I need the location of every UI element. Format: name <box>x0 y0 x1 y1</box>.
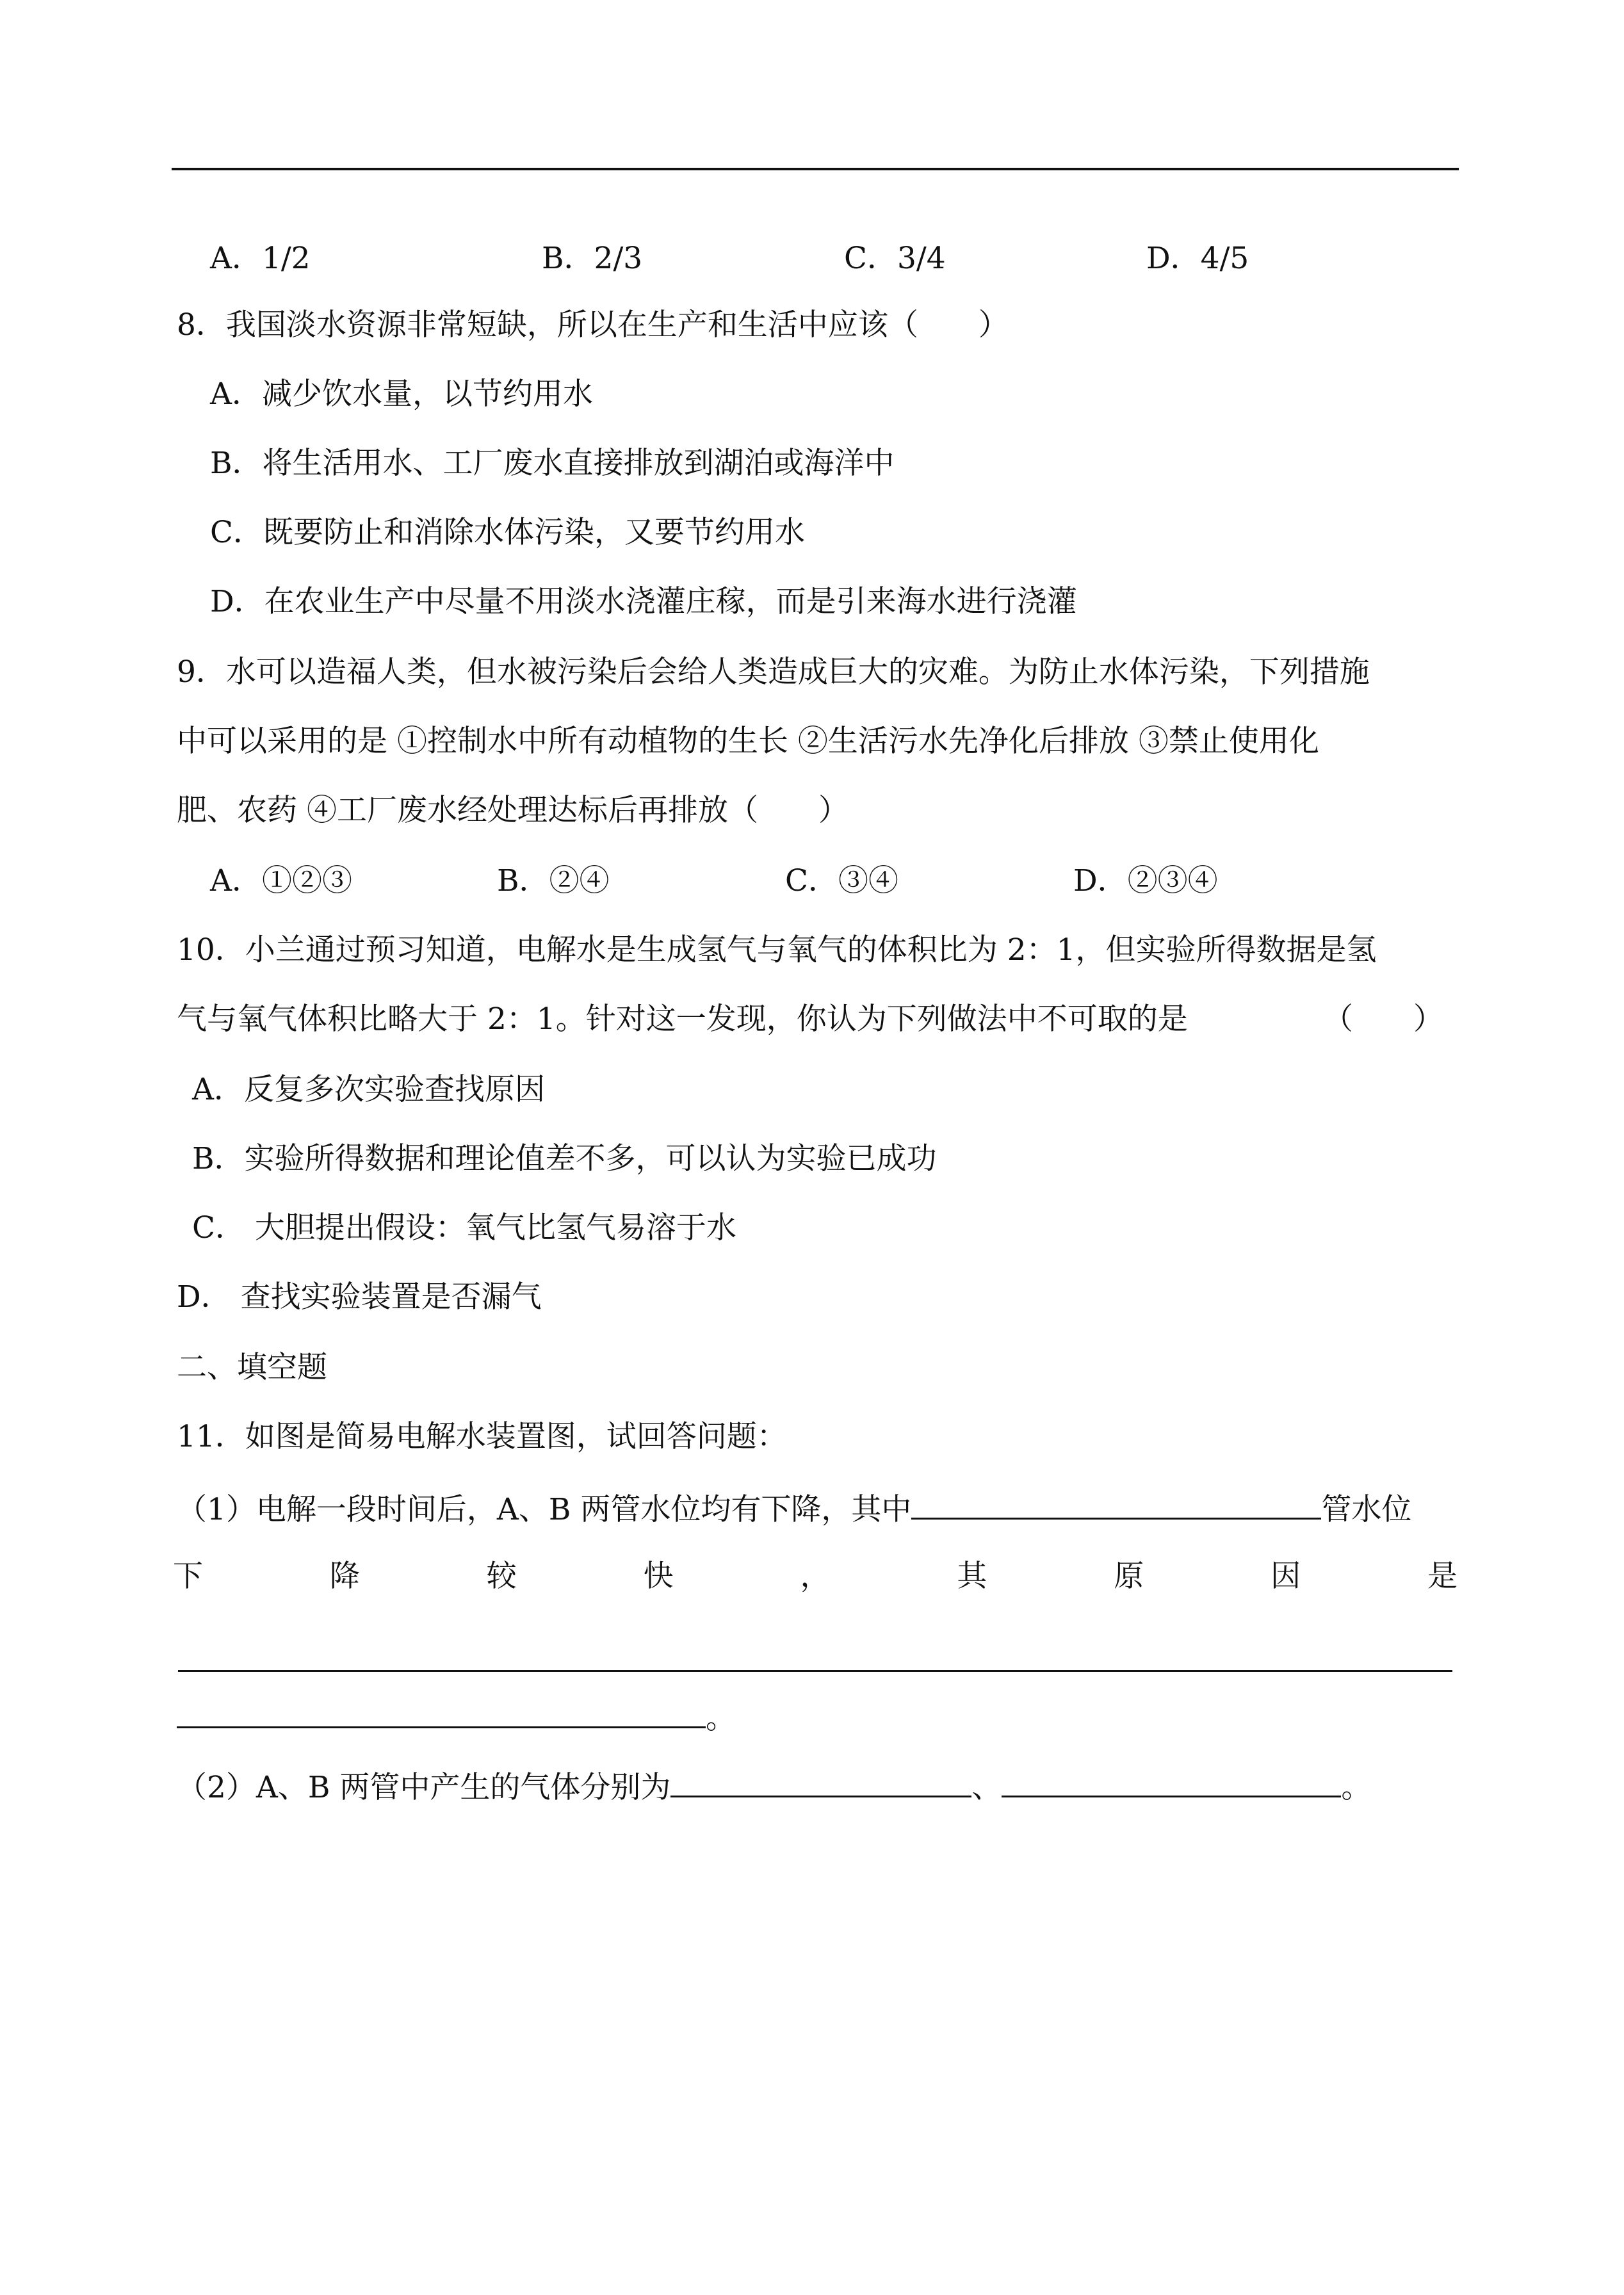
q11-part1-blank-3[interactable] <box>177 1696 706 1728</box>
q9-option-a: A．①②③ <box>210 863 352 898</box>
q9-option-c: C．③④ <box>785 863 898 898</box>
q11-part2-prefix: （2）A、B 两管中产生的气体分别为 <box>177 1770 671 1805</box>
q9-line-1: 9．水可以造福人类，但水被污染后会给人类造成巨大的灾难。为防止水体污染，下列措施 <box>177 654 1370 690</box>
spread-char: 快 <box>643 1559 674 1594</box>
q10-line-2: 气与氧气体积比略大于 2：1。针对这一发现，你认为下列做法中不可取的是 <box>177 1002 1188 1037</box>
q11-part1-blank-2[interactable] <box>178 1670 1452 1672</box>
header-rule <box>172 168 1459 170</box>
spread-char: 降 <box>329 1559 360 1594</box>
q9-option-d: D．②③④ <box>1073 863 1218 898</box>
q11-part1-spread-line <box>173 1557 1458 1596</box>
q11-part1-end-line <box>177 1696 736 1738</box>
q10-option-b: B．实验所得数据和理论值差不多，可以认为实验已成功 <box>192 1141 937 1176</box>
q11-part2-sep: 、 <box>971 1770 1002 1805</box>
q7-option-a: A．1/2 <box>210 241 311 276</box>
q10-option-c: C． 大胆提出假设：氧气比氢气易溶于水 <box>192 1210 736 1245</box>
q7-option-b: B．2/3 <box>542 241 643 276</box>
q8-stem: 8．我国淡水资源非常短缺，所以在生产和生活中应该（ ） <box>177 307 1009 343</box>
q9-option-b: B．②④ <box>497 863 610 898</box>
q8-option-d: D．在农业生产中尽量不用淡水浇灌庄稼，而是引来海水进行浇灌 <box>210 584 1077 619</box>
q7-option-c: C．3/4 <box>844 241 946 276</box>
q11-part1-end: 。 <box>706 1701 736 1736</box>
q10-line-1: 10．小兰通过预习知道，电解水是生成氢气与氧气的体积比为 2：1，但实验所得数据是氢 <box>177 932 1377 968</box>
q11-part1-blank-1[interactable] <box>911 1487 1321 1520</box>
q11-part1-line <box>177 1487 1411 1529</box>
q11-part2-end: 。 <box>1341 1770 1372 1805</box>
q9-line-2: 中可以采用的是 ①控制水中所有动植物的生长 ②生活污水先净化后排放 ③禁止使用化 <box>177 724 1319 759</box>
q11-part2-line <box>177 1765 1371 1807</box>
q11-part1-prefix: （1）电解一段时间后，A、B 两管水位均有下降，其中 <box>177 1492 912 1527</box>
spread-char: 因 <box>1271 1559 1301 1594</box>
q11-part1-suffix: 管水位 <box>1321 1492 1412 1527</box>
q10-answer-paren: （ ） <box>1323 1002 1443 1037</box>
spread-char: 下 <box>173 1559 203 1594</box>
section-heading: 二、填空题 <box>177 1350 327 1385</box>
q9-line-3: 肥、农药 ④工厂废水经处理达标后再排放（ ） <box>177 793 849 828</box>
spread-char: ， <box>800 1559 831 1594</box>
q8-option-a: A．减少饮水量，以节约用水 <box>210 377 593 412</box>
spread-char: 原 <box>1114 1559 1144 1594</box>
q11-part2-blank-a[interactable] <box>670 1765 971 1797</box>
q10-option-a: A．反复多次实验查找原因 <box>192 1072 545 1107</box>
q7-option-d: D．4/5 <box>1146 241 1249 276</box>
spread-char: 较 <box>486 1559 517 1594</box>
q8-option-b: B．将生活用水、工厂废水直接排放到湖泊或海洋中 <box>210 446 895 481</box>
spread-char: 其 <box>957 1559 987 1594</box>
q11-stem: 11．如图是简易电解水装置图，试回答问题： <box>177 1419 787 1454</box>
spread-char: 是 <box>1427 1559 1458 1594</box>
q10-option-d: D． 查找实验装置是否漏气 <box>177 1279 542 1315</box>
q8-option-c: C．既要防止和消除水体污染，又要节约用水 <box>210 515 805 550</box>
q11-part2-blank-b[interactable] <box>1002 1765 1341 1797</box>
